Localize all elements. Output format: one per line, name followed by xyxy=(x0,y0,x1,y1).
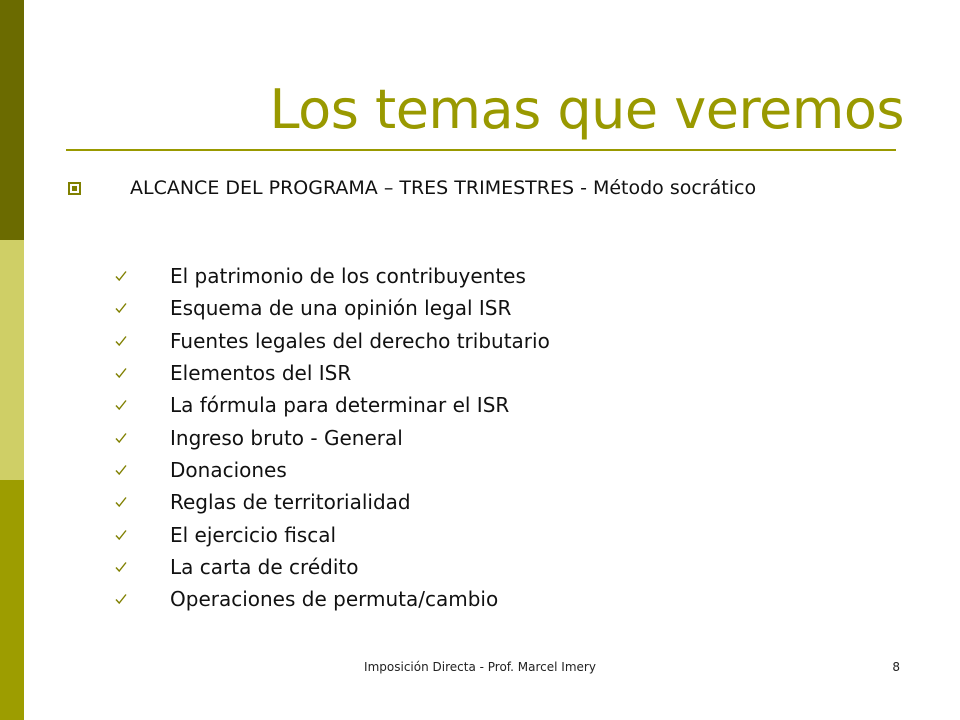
list-item xyxy=(114,292,550,324)
list-item xyxy=(114,389,550,421)
list-item-label: Donaciones xyxy=(170,457,287,482)
list-item xyxy=(114,518,550,550)
checkmark-icon xyxy=(114,431,128,445)
side-band-top xyxy=(0,0,24,240)
checkmark-icon xyxy=(114,269,128,283)
list-item-label: Esquema de una opinión legal ISR xyxy=(170,296,512,321)
list-item xyxy=(114,357,550,389)
slide-footer: Imposición Directa - Prof. Marcel Imery xyxy=(364,660,596,674)
title-divider xyxy=(66,149,896,151)
main-bullet-text: ALCANCE DEL PROGRAMA – TRES TRIMESTRES - Método socrático xyxy=(130,177,757,199)
checkmark-icon xyxy=(114,301,128,315)
slide-title: Los temas que veremos xyxy=(269,78,904,141)
list-item-label: El patrimonio de los contribuyentes xyxy=(170,264,526,289)
checkmark-icon xyxy=(114,366,128,380)
list-item-label: Operaciones de permuta/cambio xyxy=(170,587,499,612)
checkmark-icon xyxy=(114,398,128,412)
list-item-label: El ejercicio fiscal xyxy=(170,522,337,547)
checkmark-icon xyxy=(114,334,128,348)
list-item-label: Fuentes legales del derecho tributario xyxy=(170,328,550,353)
list-item-label: Elementos del ISR xyxy=(170,361,352,386)
list-item xyxy=(114,486,550,518)
list-item xyxy=(114,325,550,357)
list-item xyxy=(114,583,550,615)
list-item-label: Reglas de territorialidad xyxy=(170,490,411,515)
checkmark-icon xyxy=(114,592,128,606)
side-band-bottom xyxy=(0,480,24,720)
checkmark-icon xyxy=(114,560,128,574)
list-item xyxy=(114,421,550,453)
checkmark-icon xyxy=(114,528,128,542)
list-item xyxy=(114,260,550,292)
list-item-label: La fórmula para determinar el ISR xyxy=(170,393,510,418)
side-band-middle xyxy=(0,240,24,480)
list-item-label: Ingreso bruto - General xyxy=(170,425,403,450)
page-number: 8 xyxy=(892,660,900,674)
main-bullet xyxy=(68,176,848,201)
square-bullet-icon xyxy=(68,182,81,195)
list-item xyxy=(114,454,550,486)
topic-list xyxy=(114,260,550,615)
list-item-label: La carta de crédito xyxy=(170,554,359,579)
list-item xyxy=(114,551,550,583)
checkmark-icon xyxy=(114,495,128,509)
checkmark-icon xyxy=(114,463,128,477)
